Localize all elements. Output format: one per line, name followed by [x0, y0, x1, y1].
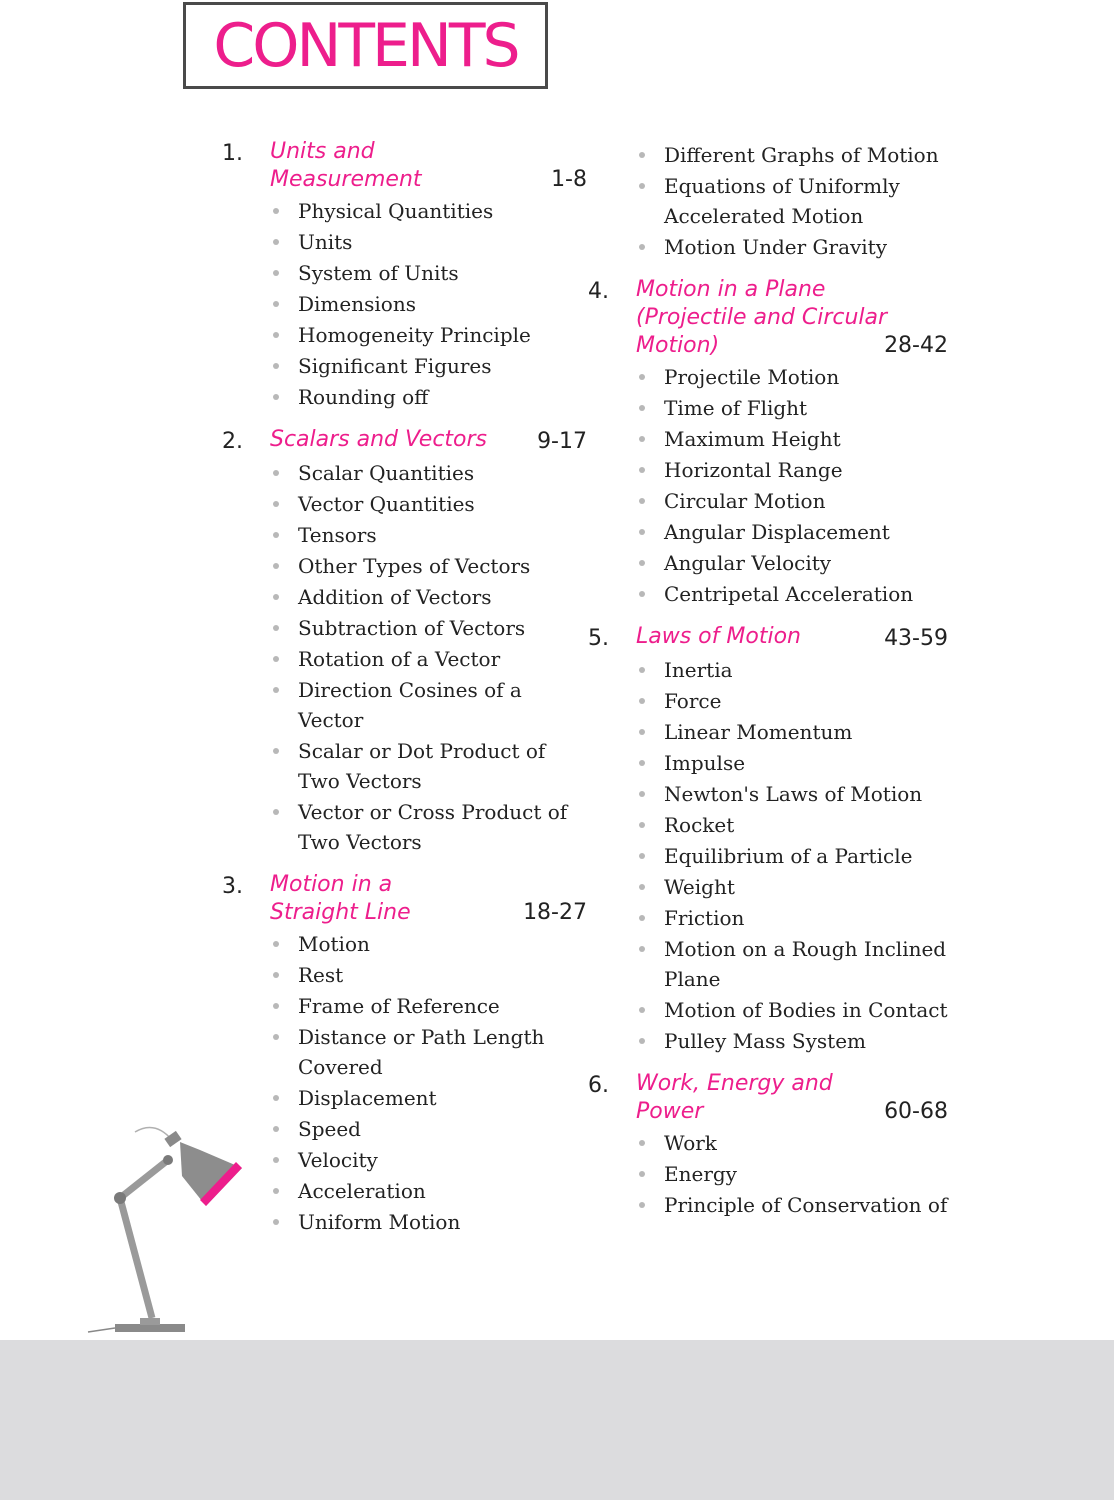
- topic-item[interactable]: Direction Cosines of a Vector: [270, 675, 587, 735]
- topic-item[interactable]: Inertia: [636, 655, 948, 685]
- topic-item[interactable]: Addition of Vectors: [270, 582, 587, 612]
- chapter: [222, 871, 587, 1237]
- chapter-heading: [588, 276, 948, 360]
- chapter-heading: [588, 623, 948, 653]
- topic-item[interactable]: Motion Under Gravity: [636, 232, 948, 262]
- chapter-heading: [222, 426, 587, 456]
- topic-item[interactable]: Rotation of a Vector: [270, 644, 587, 674]
- topic-item[interactable]: Significant Figures: [270, 351, 587, 381]
- chapter-page-range: 9-17: [537, 429, 587, 454]
- topic-item[interactable]: Scalar or Dot Product of Two Vectors: [270, 736, 587, 796]
- topic-item[interactable]: Rocket: [636, 810, 948, 840]
- chapter: [588, 140, 948, 262]
- topic-item[interactable]: Rounding off: [270, 382, 587, 412]
- desk-lamp-icon: [80, 1120, 250, 1340]
- topic-item[interactable]: Work: [636, 1128, 948, 1158]
- topic-item[interactable]: Acceleration: [270, 1176, 587, 1206]
- chapter-page-range: 1-8: [551, 167, 587, 192]
- topic-item[interactable]: Distance or Path Length Covered: [270, 1022, 587, 1082]
- chapter-title[interactable]: Motion in a Plane (Projectile and Circular Motion): [636, 277, 888, 358]
- topic-list: [588, 362, 948, 609]
- chapter: [588, 1070, 948, 1220]
- topic-item[interactable]: Horizontal Range: [636, 455, 948, 485]
- topic-item[interactable]: Weight: [636, 872, 948, 902]
- chapter-title[interactable]: Work, Energy and Power: [636, 1071, 833, 1124]
- chapter-title[interactable]: Units and Measurement: [270, 139, 422, 192]
- topic-item[interactable]: Tensors: [270, 520, 587, 550]
- topic-item[interactable]: Scalar Quantities: [270, 458, 587, 488]
- chapter-number: 5.: [588, 626, 609, 651]
- topic-item[interactable]: Angular Displacement: [636, 517, 948, 547]
- chapter-heading: [222, 138, 587, 194]
- topic-item[interactable]: Motion: [270, 929, 587, 959]
- chapter-page-range: 43-59: [884, 626, 948, 651]
- chapter-number: 1.: [222, 141, 243, 166]
- topic-item[interactable]: Newton's Laws of Motion: [636, 779, 948, 809]
- topic-item[interactable]: Rest: [270, 960, 587, 990]
- chapter: [222, 138, 587, 412]
- topic-item[interactable]: Principle of Conservation of: [636, 1190, 948, 1220]
- right-column: [588, 138, 948, 1234]
- topic-item[interactable]: Linear Momentum: [636, 717, 948, 747]
- chapter-page-range: 60-68: [884, 1099, 948, 1124]
- topic-item[interactable]: Motion of Bodies in Contact: [636, 995, 948, 1025]
- topic-item[interactable]: Equilibrium of a Particle: [636, 841, 948, 871]
- topic-list: [222, 196, 587, 412]
- topic-item[interactable]: Angular Velocity: [636, 548, 948, 578]
- topic-item[interactable]: System of Units: [270, 258, 587, 288]
- topic-item[interactable]: Displacement: [270, 1083, 587, 1113]
- topic-item[interactable]: Velocity: [270, 1145, 587, 1175]
- topic-item[interactable]: Physical Quantities: [270, 196, 587, 226]
- topic-item[interactable]: Dimensions: [270, 289, 587, 319]
- topic-item[interactable]: Speed: [270, 1114, 587, 1144]
- chapter-page-range: 28-42: [884, 333, 948, 358]
- topic-item[interactable]: Other Types of Vectors: [270, 551, 587, 581]
- topic-item[interactable]: Force: [636, 686, 948, 716]
- chapter: [588, 276, 948, 609]
- topic-list: [588, 140, 948, 262]
- chapter: [222, 426, 587, 857]
- topic-item[interactable]: Vector Quantities: [270, 489, 587, 519]
- topic-item[interactable]: Units: [270, 227, 587, 257]
- topic-item[interactable]: Friction: [636, 903, 948, 933]
- topic-item[interactable]: Subtraction of Vectors: [270, 613, 587, 643]
- topic-item[interactable]: Homogeneity Principle: [270, 320, 587, 350]
- topic-item[interactable]: Maximum Height: [636, 424, 948, 454]
- topic-item[interactable]: Circular Motion: [636, 486, 948, 516]
- topic-list: [222, 458, 587, 857]
- chapter-title[interactable]: Motion in a Straight Line: [270, 872, 411, 925]
- left-column: [222, 138, 587, 1251]
- topic-item[interactable]: Pulley Mass System: [636, 1026, 948, 1056]
- topic-list: [222, 929, 587, 1237]
- contents-title-box: [183, 2, 548, 89]
- chapter-number: 3.: [222, 874, 243, 899]
- topic-item[interactable]: Impulse: [636, 748, 948, 778]
- chapter: [588, 623, 948, 1056]
- topic-item[interactable]: Energy: [636, 1159, 948, 1189]
- topic-list: [588, 655, 948, 1056]
- chapter-number: 4.: [588, 279, 609, 304]
- chapter-heading: [222, 871, 587, 927]
- topic-item[interactable]: Motion on a Rough Inclined Plane: [636, 934, 948, 994]
- page-title: CONTENTS: [213, 10, 518, 81]
- topic-item[interactable]: Frame of Reference: [270, 991, 587, 1021]
- topic-item[interactable]: Uniform Motion: [270, 1207, 587, 1237]
- chapter-number: 6.: [588, 1073, 609, 1098]
- chapter-title[interactable]: Scalars and Vectors: [270, 427, 488, 452]
- page-footer-band: [0, 1340, 1114, 1500]
- topic-item[interactable]: Different Graphs of Motion: [636, 140, 948, 170]
- topic-item[interactable]: Vector or Cross Product of Two Vectors: [270, 797, 587, 857]
- chapter-heading: [588, 1070, 948, 1126]
- chapter-number: 2.: [222, 429, 243, 454]
- topic-item[interactable]: Centripetal Acceleration: [636, 579, 948, 609]
- topic-list: [588, 1128, 948, 1220]
- topic-item[interactable]: Projectile Motion: [636, 362, 948, 392]
- chapter-title[interactable]: Laws of Motion: [636, 624, 801, 649]
- topic-item[interactable]: Time of Flight: [636, 393, 948, 423]
- chapter-page-range: 18-27: [523, 900, 587, 925]
- topic-item[interactable]: Equations of Uniformly Accelerated Motion: [636, 171, 948, 231]
